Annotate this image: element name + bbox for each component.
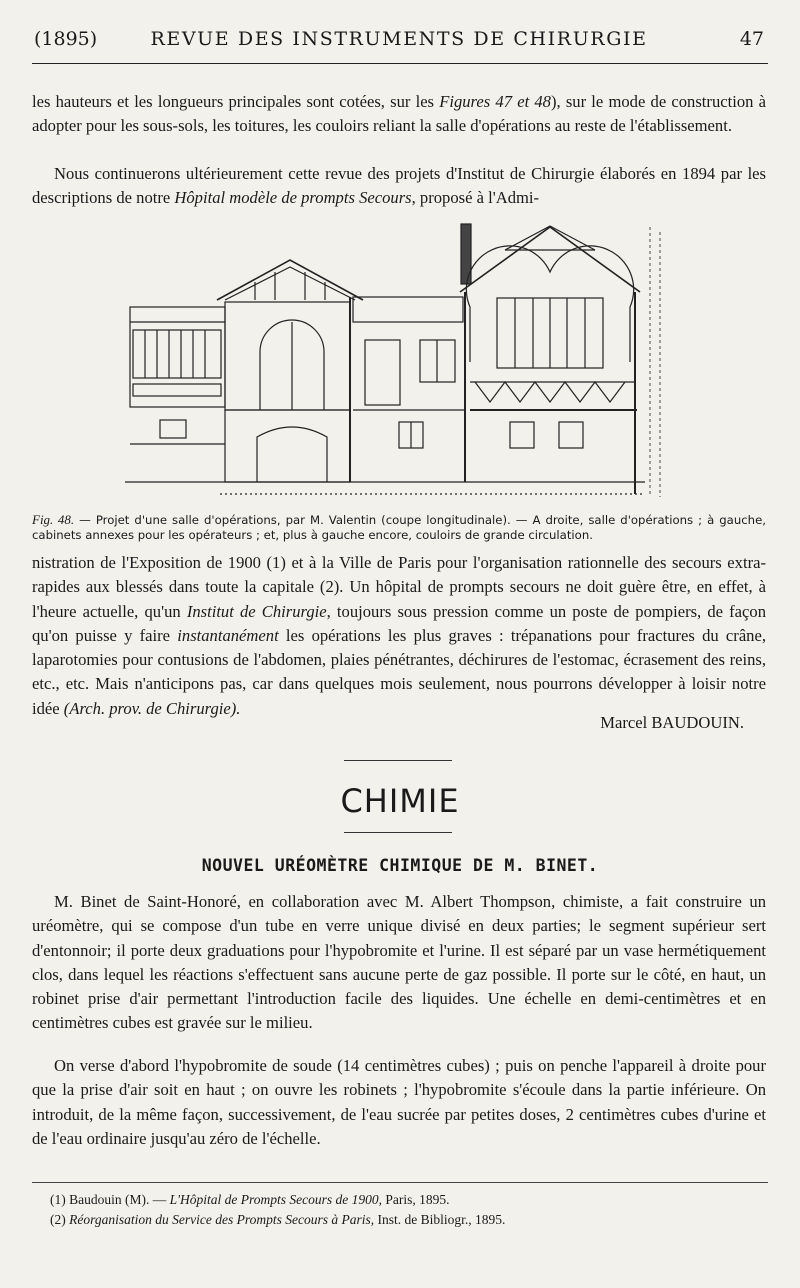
footnotes — [50, 1190, 766, 1230]
footnote-publication: Paris, 1895. — [382, 1192, 450, 1207]
section-rule-bottom — [344, 832, 452, 833]
footnote-title: Réorganisation du Service des Prompts Secours à Paris, — [69, 1212, 375, 1227]
author-signature: Marcel BAUDOUIN. — [600, 713, 744, 732]
figure-reference: Figures 47 et 48 — [439, 92, 551, 111]
left-corridor — [130, 307, 225, 444]
intro-text: , proposé à l'Admi- — [411, 188, 540, 208]
article-paragraph-1: M. Binet de Saint-Honoré, en collaboration avec M. Albert Thompson, chimiste, a fait construire un uréomètre, qui se compose d'un tube en verre unique divisé en deux parties; le segment supérieur sert d'entonnoir; il porte deux graduations pour l'hypobromite et l'urine. Il est séparé par un vase hermétiquement clos, dans lequel les réactions s'effectuent sans aucune perte de gaz possible. Il porte sur le côté, en haut, un robinet prise d'air permettant l'introduction facile des liquides. Une échelle en demi-centimètres et en centimètres cubes est gravée sur le milieu. — [32, 892, 766, 1033]
body-text: , toujours sous pression comme un poste de pompiers, de façon qu'on puisse y faire — [32, 601, 767, 645]
section-title: CHIMIE — [340, 782, 460, 820]
body-text: nistration de l'Exposition de 1900 (1) et à la Ville de Paris pour l'organisation rationnelle des secours extra-rapides aux blessés dans toute la capitale (2). Un hôpital de prompts secours ne doit guère être, en effet, à l'heure actuelle, qu'un — [32, 553, 766, 621]
figure-label: Fig. 48. — [32, 512, 75, 527]
middle-annex — [217, 260, 465, 482]
intro-text: Nous continuerons ultérieurement cette revue des projets d'Institut de Chirurgie élaborés en 1894 par les descriptions de notre — [32, 164, 766, 208]
architectural-drawing — [125, 212, 670, 512]
article-title: NOUVEL URÉOMÈTRE CHIMIQUE DE M. BINET. — [201, 856, 599, 875]
page-number: 47 — [739, 28, 764, 50]
running-header — [30, 24, 768, 54]
footnote-author: Baudouin (M). — — [69, 1192, 170, 1207]
body-text: les opérations les plus graves : trépanations pour fractures du crâne, laparotomies pour contusions de l'abdomen, plaies pénétrantes, déchirures de l'estomac, écrasement des reins, etc., etc. Mais n'anticipons pas, car dans quelques mois seulement, nous pourrons développer à loisir notre idée — [32, 625, 766, 718]
hospital-name: Hôpital modèle de prompts Secours — [174, 188, 412, 208]
figure-caption — [32, 513, 766, 542]
header-rule — [32, 63, 768, 64]
article-paragraph-2: On verse d'abord l'hypobromite de soude (14 centimètres cubes) ; puis on penche l'appareil à droite pour que la prise d'air soit en haut ; on ouvre les robinets ; l'hypobromite s'écoule dans la partie inférieure. On introduit, de la même façon, successivement, de l'eau sucrée par petites doses, 2 centimètres cubes d'urine et de l'eau ordinaire jusqu'au zéro de l'échelle. — [32, 1056, 766, 1148]
header-date: (1895) — [34, 28, 98, 50]
interior-door — [365, 340, 400, 405]
footnote-rule — [32, 1182, 768, 1183]
intro-text: les hauteurs et les longueurs principales sont cotées, sur les — [32, 92, 440, 111]
chimney — [461, 224, 471, 284]
figure-caption-text: — Projet d'une salle d'opérations, par M. Valentin (coupe longitudinale). — A droite, salle d'opérations ; à gauche, cabinets annexes pour les opérateurs ; et, plus à gauche encore, couloirs de grande circulation. — [32, 513, 766, 542]
intro-paragraph-2 — [32, 162, 766, 211]
footnote-number: (1) — [50, 1192, 66, 1207]
section-rule-top — [344, 760, 452, 761]
source-citation: (Arch. prov. de Chirurgie). — [63, 698, 241, 718]
footnote-publication: Inst. de Bibliogr., 1895. — [374, 1212, 506, 1227]
operating-room — [460, 226, 640, 494]
footnote-title: L'Hôpital de Prompts Secours de 1900, — [169, 1192, 382, 1207]
footnote-1 — [50, 1190, 766, 1210]
institute-name: Institut de Chirurgie — [186, 601, 327, 621]
intro-text: ), sur le mode de construction à adopter pour les sous-sols, les toitures, les couloirs reliant la salle d'opérations au reste de l'établissement. — [32, 92, 766, 136]
emphasis-word: instantanément — [177, 625, 279, 645]
header-title: REVUE DES INSTRUMENTS DE CHIRURGIE — [150, 28, 648, 50]
continuation-paragraph — [32, 551, 766, 721]
intro-paragraph-1 — [32, 90, 766, 139]
footnote-number: (2) — [50, 1212, 66, 1227]
footnote-2 — [50, 1210, 766, 1230]
dimension-lines — [650, 227, 660, 497]
